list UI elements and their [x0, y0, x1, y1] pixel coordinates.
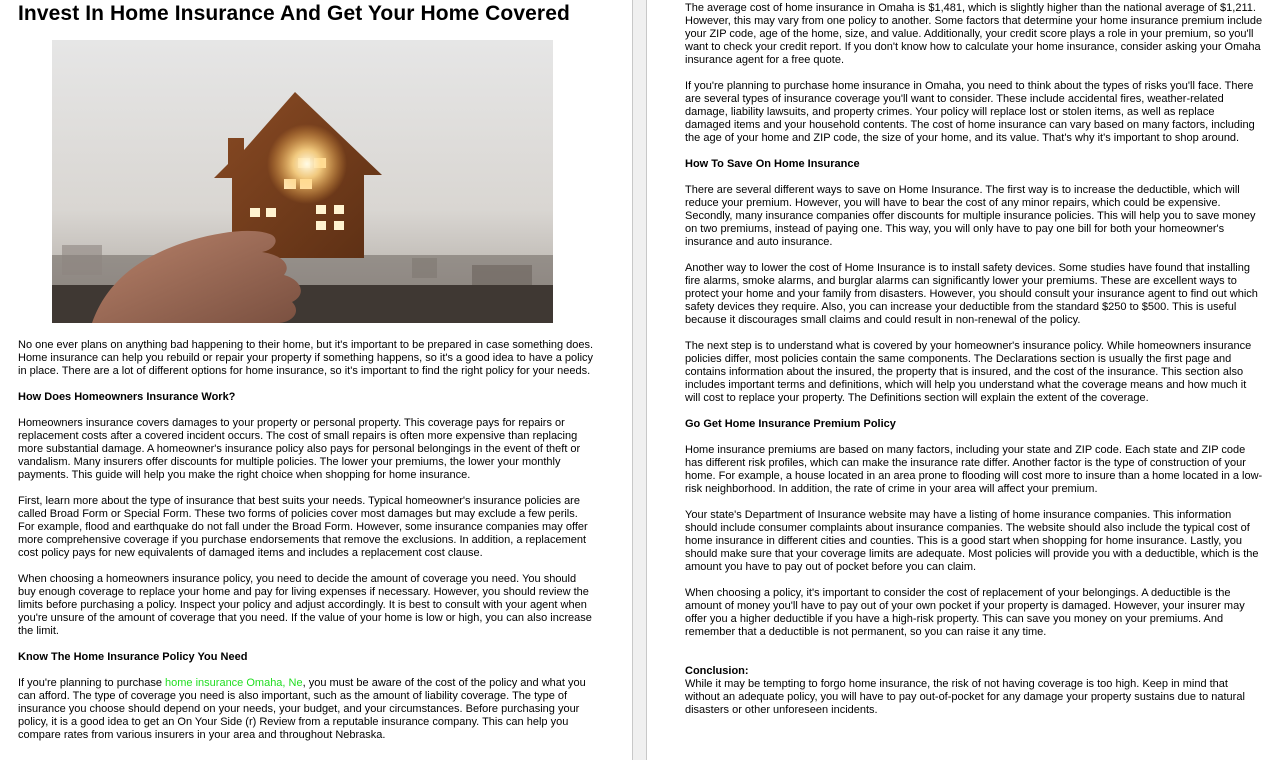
paragraph: Home insurance premiums are based on many factors, including your state and ZIP code. Each state and ZIP code has different risk profiles, which can make the insurance rate differ. Another factor is the type of construction of your home. For example, a house located in an area prone to flooding will cost more to insure than a home located in a low-risk neighborhood. In addition, the rate of crime in your area will affect your premium.	[685, 444, 1263, 495]
conclusion-paragraph: While it may be tempting to forgo home insurance, the risk of not having coverage is too high. Keep in mind that without an adequate policy, you will have to pay out-of-pocket for any damage your property sustains due to natural disasters or other unforeseen incidents.	[685, 678, 1245, 716]
section-heading-how-insurance-works: How Does Homeowners Insurance Work?	[18, 391, 236, 403]
conclusion-heading: Conclusion:	[685, 665, 749, 677]
section-heading-know-policy: Know The Home Insurance Policy You Need	[18, 651, 248, 663]
paragraph-text: , you must be aware of the cost of the policy and what you can afford. The type of coverage you need is also important, such as the amount of liability coverage. The type of insurance you choose should depend on your needs, your budget, and your circumstances. Before purchasing your policy, it is a good idea to get an On Your Side (r) Review from a reputable insurance company. This can help you compare rates from various insurers in your area and throughout Nebraska.	[18, 677, 586, 741]
section-heading-premium-policy: Go Get Home Insurance Premium Policy	[685, 418, 896, 430]
paragraph-with-link	[18, 677, 596, 742]
paragraph: When choosing a homeowners insurance policy, you need to decide the amount of coverage you need. You should buy enough coverage to replace your home and pay for living expenses if necessary. However, you should review the limits before purchasing a policy. Inspect your policy and adjust accordingly. It is best to consult with your agent when you're unsure of the amount of coverage that you need. If the value of your home is low or high, you can also increase the limit.	[18, 573, 592, 637]
paragraph: There are several different ways to save on Home Insurance. The first way is to increase the deductible, which will reduce your premium. However, you will have to bear the cost of any minor repairs, which could be expensive. Secondly, many insurance companies offer discounts for multiple insurance policies. This will help you to save money on two premiums, instead of paying one. This way, you will only have to pay one bill for both your homeowner's insurance and auto insurance.	[685, 184, 1256, 248]
hero-image-house-in-hand	[52, 40, 553, 323]
blank-line	[685, 652, 1263, 665]
document-page-left	[0, 0, 632, 760]
intro-paragraph: No one ever plans on anything bad happening to their home, but it's important to be prepared in case something does. Home insurance can help you rebuild or repair your property if something happens, so it's a good idea to have a policy in place. There are a lot of different options for home insurance, so it's important to find the right policy for your needs.	[18, 339, 594, 377]
left-column-text	[18, 339, 596, 755]
paragraph: First, learn more about the type of insurance that best suits your needs. Typical homeowner's insurance policies are called Broad Form or Special Form. These two forms of policies cover most damages but may exclude a few perils. For example, flood and earthquake do not fall under the Broad Form. However, some insurance companies may offer more comprehensive coverage if you purchase endorsements that remove the exclusions. In addition, a replacement cost policy pays for new equivalents of damaged items and includes a replacement cost clause.	[18, 495, 588, 559]
home-insurance-omaha-link[interactable]: home insurance Omaha, Ne	[165, 677, 303, 689]
paragraph: The next step is to understand what is covered by your homeowner's insurance policy. While homeowners insurance policies differ, most policies contain the same components. The Declarations section is usually the first page and contains information about the insured, the property that is insured, and the cost of the insurance. This section also includes important terms and definitions, which will help you understand what the coverage means and how much it will cost to replace your property. The Definitions section will explain the extent of the coverage.	[685, 340, 1252, 404]
house-in-hand-photo	[52, 40, 553, 323]
section-heading-how-to-save: How To Save On Home Insurance	[685, 158, 860, 170]
article-title: Invest In Home Insurance And Get Your Home Covered	[18, 2, 570, 25]
paragraph-text: If you're planning to purchase	[18, 677, 166, 689]
paragraph: Homeowners insurance covers damages to your property or personal property. This coverage pays for repairs or replacement costs after a covered incident occurs. The cost of small repairs is often more expensive than replacing more substantial damage. A homeowner's insurance policy also pays for personal belongings in the event of theft or vandalism. Many insurers offer discounts for multiple policies. The lower your premiums, the lower your monthly payments. This guide will help you make the right choice when shopping for home insurance.	[18, 417, 581, 481]
paragraph: Another way to lower the cost of Home Insurance is to install safety devices. Some studies have found that installing fire alarms, smoke alarms, and burglar alarms can significantly lower your premiums. These are excellent ways to protect your home and your family from disasters. However, you should consult your insurance agent to find out which safety devices they require. Also, you can increase your deductible from the standard $250 to $500. This is useful because it discourages small claims and could result in non-renewal of the policy.	[685, 262, 1258, 326]
paragraph: If you're planning to purchase home insurance in Omaha, you need to think about the types of risks you'll face. There are several types of insurance coverage you'll want to consider. These include accidental fires, weather-related damage, liability lawsuits, and property crimes. Your policy will replace lost or stolen items, as well as replace damaged items and your household contents. The cost of home insurance can vary based on many factors, including the age of your home and ZIP code, the size of your home, and its value. That's why it's important to shop around.	[685, 80, 1255, 144]
right-column-text	[685, 2, 1263, 730]
document-page-right	[647, 0, 1281, 760]
paragraph: When choosing a policy, it's important to consider the cost of replacement of your belongings. A deductible is the amount of money you'll have to pay out of your own pocket if your property is damaged. However, your insurer may offer you a higher deductible if you have a high-risk property. This can save you money on your premiums. And remember that a deductible is not permanent, so you can raise it any time.	[685, 587, 1245, 638]
page-gutter	[632, 0, 647, 760]
paragraph: The average cost of home insurance in Omaha is $1,481, which is slightly higher than the national average of $1,211. However, this may vary from one policy to another. Some factors that determine your home insurance premium include your ZIP code, age of the home, size, and value. Additionally, your credit score plays a role in your premium, so you'll want to check your credit report. If you don't know how to calculate your home insurance, consider asking your Omaha insurance agent for a free quote.	[685, 2, 1263, 66]
paragraph: Your state's Department of Insurance website may have a listing of home insurance companies. This information should include consumer complaints about insurance companies. The website should also include the typical cost of home insurance in different cities and counties. This is a good start when shopping for home insurance. Lastly, you should make sure that your coverage limits are adequate. Most policies will provide you with a deductible, which is the amount you have to pay out of pocket before you can claim.	[685, 509, 1259, 573]
